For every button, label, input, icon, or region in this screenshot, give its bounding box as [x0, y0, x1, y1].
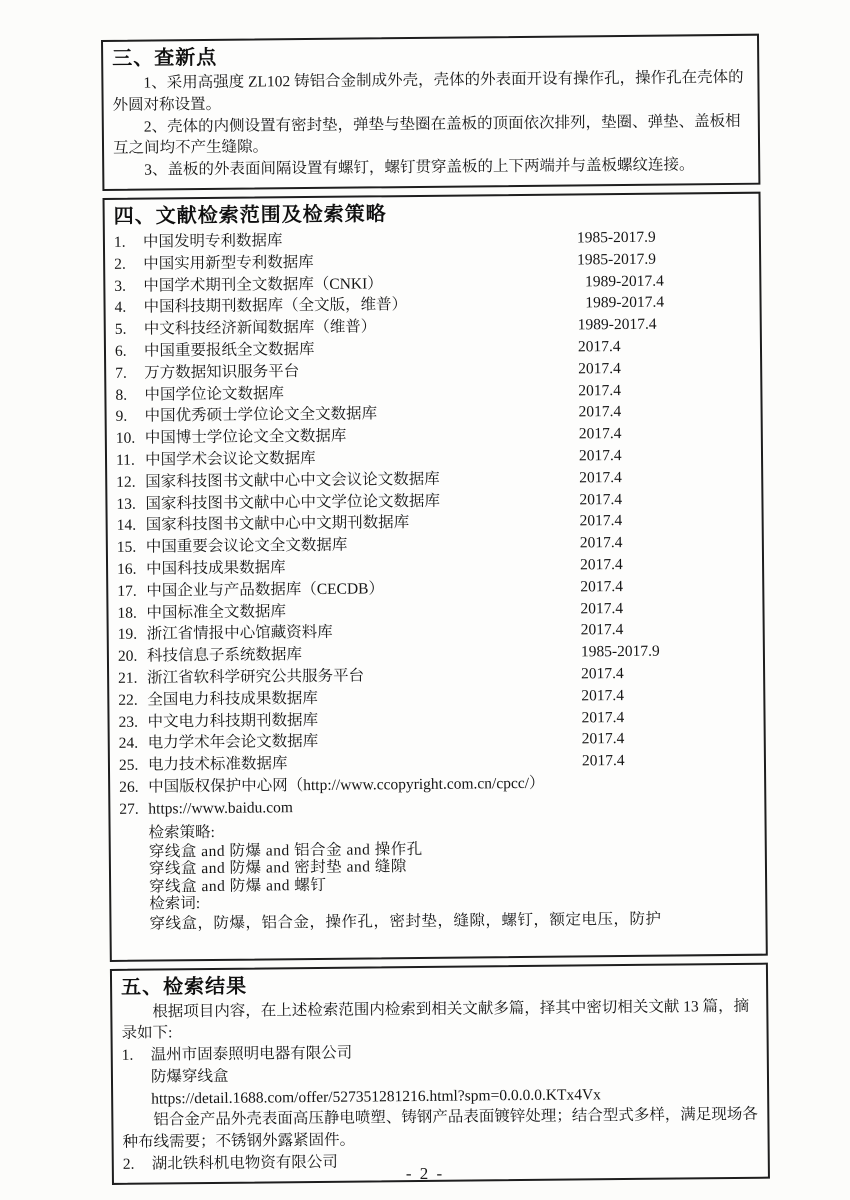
- database-date-range: 2017.4: [578, 359, 621, 378]
- database-date-range: 2017.4: [578, 425, 622, 443]
- database-date-range: 2017.4: [581, 708, 625, 726]
- database-name: 中国科技期刊数据库（全文版，维普）: [143, 296, 408, 316]
- database-number: 20.: [117, 647, 138, 665]
- database-date-range: 2017.4: [580, 577, 623, 596]
- result-company-name: 温州市固泰照明电器有限公司: [150, 1044, 353, 1064]
- database-number: 10.: [115, 429, 136, 448]
- database-name: 电力技术标准数据库: [147, 755, 288, 774]
- database-name: 中国标准全文数据库: [146, 602, 287, 622]
- database-number: 19.: [117, 626, 138, 644]
- database-number: 15.: [116, 538, 137, 557]
- database-number: 3.: [114, 277, 127, 295]
- database-number: 17.: [117, 582, 137, 600]
- database-name: 国家科技图书文献中心中文期刊数据库: [145, 514, 410, 534]
- database-name: 中国科技成果数据库: [145, 559, 286, 578]
- database-number: 21.: [118, 669, 138, 687]
- database-date-range: 1989-2017.4: [577, 315, 657, 334]
- database-name: 中国学术期刊全文数据库（CNKI）: [143, 274, 383, 295]
- database-number: 9.: [115, 408, 128, 426]
- database-date-range: 2017.4: [578, 381, 622, 399]
- database-date-range: 2017.4: [577, 337, 621, 356]
- database-name: 科技信息子系统数据库: [146, 646, 303, 665]
- database-date-range: 2017.4: [581, 752, 625, 770]
- result-url: https://detail.1688.com/offer/527351281216.html?spm=0.0.0.0.KTx4Vx: [151, 1085, 601, 1108]
- result-entry: [122, 1039, 759, 1154]
- result-company-name: 湖北铁科机电物资有限公司: [151, 1153, 338, 1173]
- document-content: [101, 34, 770, 1185]
- database-number: 24.: [118, 734, 139, 753]
- database-date-range: 1989-2017.4: [577, 272, 664, 291]
- database-name: 全国电力科技成果数据库: [147, 689, 318, 709]
- database-date-range: 2017.4: [580, 599, 624, 617]
- section-results-title: 五、检索结果: [120, 975, 248, 999]
- section-novelty-title: 三、查新点: [112, 46, 218, 70]
- database-name: 中文电力科技期刊数据库: [147, 711, 319, 731]
- database-name: 中国重要会议论文全文数据库: [145, 536, 348, 556]
- keywords-label: 检索词:: [149, 895, 201, 913]
- database-name: 国家科技图书文献中心中文学位论文数据库: [145, 492, 441, 513]
- database-date-range: 2017.4: [579, 555, 623, 574]
- database-date-range: 1985-2017.9: [580, 642, 660, 661]
- database-name: 中国重要报纸全文数据库: [143, 340, 315, 360]
- database-number: 11.: [115, 451, 135, 469]
- database-number: 4.: [114, 299, 127, 317]
- database-name: 国家科技图书文献中心中文会议论文数据库: [145, 470, 440, 491]
- database-number: 27.: [119, 800, 139, 818]
- database-date-range: 2017.4: [581, 730, 625, 748]
- database-number: 18.: [117, 604, 137, 622]
- database-date-range: 2017.4: [579, 468, 622, 487]
- search-strategy-block: [149, 816, 757, 933]
- novelty-point: 1、采用高强度 ZL102 铸铝合金制成外壳，壳体的外表面开设有操作孔，操作孔在壳体的外圆对称设置。: [112, 68, 744, 114]
- novelty-paragraphs: [112, 67, 749, 182]
- novelty-point: 2、壳体的内侧设置有密封垫，弹垫与垫圈在盖板的顶面依次排列，垫圈、弹垫、盖板相互之间均不产生缝隙。: [112, 112, 741, 158]
- database-name: 浙江省情报中心馆藏资料库: [146, 624, 333, 643]
- database-date-range: 2017.4: [578, 446, 622, 465]
- result-number: 1.: [121, 1046, 134, 1064]
- database-number: 8.: [115, 386, 128, 404]
- result-list: [122, 1039, 759, 1176]
- database-number: 2.: [114, 255, 126, 273]
- section-scope-box: [103, 192, 768, 962]
- database-number: 23.: [118, 713, 139, 731]
- database-number: 7.: [115, 364, 127, 382]
- database-number: 1.: [113, 233, 126, 251]
- database-number: 14.: [116, 517, 137, 535]
- database-name: 中国实用新型专利数据库: [143, 253, 314, 273]
- novelty-point: 3、盖板的外表面间隔设置有螺钉，螺钉贯穿盖板的上下两端并与盖板螺纹连接。: [144, 156, 695, 179]
- database-date-range: 2017.4: [579, 490, 623, 508]
- database-list: [114, 226, 756, 821]
- database-number: 13.: [116, 495, 136, 513]
- database-name: 中国企业与产品数据库（CECDB）: [146, 580, 385, 600]
- strategy-line: 穿线盒 and 防爆 and 铝合金 and 操作孔: [148, 840, 423, 861]
- database-number: 6.: [114, 342, 127, 360]
- database-number: 5.: [114, 320, 127, 339]
- database-date-range: 2017.4: [580, 621, 624, 639]
- database-number: 22.: [118, 691, 138, 709]
- section-scope-title: 四、文献检索范围及检索策略: [113, 203, 387, 228]
- results-intro: 根据项目内容，在上述检索范围内检索到相关文献多篇，择其中密切相关文献 13 篇，摘录如下:: [121, 997, 750, 1043]
- database-name: 中国优秀硕士学位论文全文数据库: [144, 405, 378, 425]
- strategy-line: 穿线盒 and 防爆 and 密封垫 and 缝隙: [148, 858, 407, 878]
- database-name: 中国学位论文数据库: [144, 384, 284, 404]
- database-name: 电力学术年会论文数据库: [147, 733, 319, 752]
- strategy-label: 检索策略:: [148, 823, 216, 842]
- database-number: 16.: [117, 560, 137, 578]
- result-abstract: 铝合金产品外壳表面高压静电喷塑、铸钢产品表面镀锌处理；结合型式多样，满足现场各种布线需要；不锈钢外露紧固件。: [122, 1106, 758, 1152]
- database-name: 浙江省软科学研究公共服务平台: [147, 667, 365, 687]
- database-number: 12.: [116, 473, 136, 491]
- database-name: 中国学术会议论文数据库: [144, 449, 316, 469]
- database-date-range: 1989-2017.4: [577, 293, 665, 312]
- result-number: 2.: [122, 1155, 135, 1173]
- database-name: 中国博士学位论文全文数据库: [144, 427, 347, 447]
- section-novelty-box: [101, 34, 760, 191]
- database-name: 万方数据知识服务平台: [144, 362, 300, 382]
- database-date-range: 1985-2017.9: [577, 250, 657, 269]
- database-date-range: 2017.4: [581, 664, 624, 683]
- database-name: 中国版权保护中心网（http://www.ccopyright.com.cn/cpcc/）: [148, 774, 545, 796]
- database-date-range: 1985-2017.9: [576, 228, 656, 247]
- section-results-box: [110, 962, 770, 1185]
- database-date-range: 2017.4: [578, 403, 622, 421]
- database-date-range: 2017.4: [579, 534, 623, 552]
- keywords-line: 穿线盒，防爆，铝合金，操作孔，密封垫，缝隙，螺钉，额定电压，防护: [149, 910, 662, 933]
- strategy-line: 穿线盒 and 防爆 and 螺钉: [149, 876, 327, 896]
- database-number: 25.: [118, 756, 139, 774]
- database-number: 26.: [119, 778, 139, 796]
- strategy-lines: [149, 837, 756, 895]
- database-name: 中国发明专利数据库: [142, 232, 283, 251]
- result-product-line: 防爆穿线盒: [150, 1067, 229, 1086]
- database-date-range: 2017.4: [579, 512, 623, 530]
- database-date-range: 2017.4: [581, 686, 625, 705]
- database-name: 中文科技经济新闻数据库（维普）: [143, 318, 377, 338]
- database-name: https://www.baidu.com: [148, 798, 293, 818]
- page-number: - 2 -: [405, 1164, 445, 1183]
